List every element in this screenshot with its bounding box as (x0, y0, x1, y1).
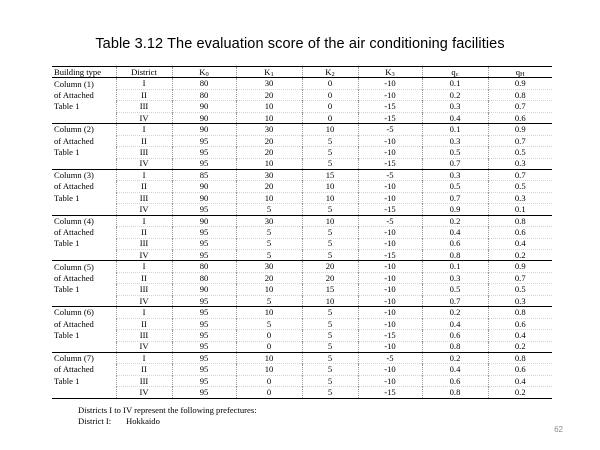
header-qh: $q_H$ (515, 66, 525, 78)
value-cell: 10 (236, 364, 302, 375)
value-cell: 5 (302, 238, 358, 249)
value-cell: 5 (302, 330, 358, 341)
building-type-cell: Column (7) (52, 352, 116, 363)
value-cell: 0.4 (488, 375, 552, 386)
value-cell: 0.8 (422, 387, 488, 398)
district-cell: II (116, 272, 172, 283)
building-type-cell: Table 1 (52, 101, 116, 112)
value-cell: -5 (358, 352, 422, 363)
table-group (52, 215, 552, 261)
value-cell: 95 (172, 204, 236, 215)
value-cell: 0 (236, 375, 302, 386)
value-cell: 10 (236, 352, 302, 363)
table-row (52, 261, 552, 272)
value-cell: 0.6 (488, 364, 552, 375)
value-cell: 0.1 (422, 78, 488, 89)
district-cell: II (116, 89, 172, 100)
district-cell: III (116, 238, 172, 249)
value-cell: 0.3 (488, 158, 552, 169)
building-type-cell: Table 1 (52, 192, 116, 203)
value-cell: 0.2 (422, 89, 488, 100)
building-type-cell: Column (5) (52, 261, 116, 272)
value-cell: 5 (302, 250, 358, 261)
value-cell: 20 (302, 261, 358, 272)
value-cell: -10 (358, 318, 422, 329)
value-cell: 0.5 (488, 284, 552, 295)
value-cell: 0.2 (422, 352, 488, 363)
table-row (52, 147, 552, 158)
value-cell: 0.5 (422, 181, 488, 192)
value-cell: 0.2 (422, 215, 488, 226)
header-district: District (116, 67, 172, 78)
value-cell: 0.4 (488, 330, 552, 341)
value-cell: 10 (236, 112, 302, 123)
building-type-cell (52, 112, 116, 123)
value-cell: 0.3 (422, 135, 488, 146)
value-cell: 95 (172, 295, 236, 306)
value-cell: 0.2 (422, 307, 488, 318)
value-cell: 10 (236, 101, 302, 112)
district-cell: III (116, 330, 172, 341)
value-cell: 0.8 (488, 89, 552, 100)
building-type-cell: of Attached (52, 272, 116, 283)
value-cell: 0.6 (422, 238, 488, 249)
value-cell: 5 (302, 364, 358, 375)
value-cell: 0.7 (514, 169, 526, 180)
value-cell: 10 (236, 307, 302, 318)
value-cell: -5 (358, 124, 422, 135)
value-cell: 0.8 (422, 250, 488, 261)
building-type-cell: of Attached (52, 227, 116, 238)
value-cell: 5 (302, 318, 358, 329)
value-cell: 10 (302, 295, 358, 306)
district-cell: I (116, 352, 172, 363)
table-row (52, 341, 552, 352)
table-row (52, 169, 552, 180)
building-type-cell (52, 204, 116, 215)
value-cell: 5 (302, 227, 358, 238)
value-cell: 0.4 (422, 112, 488, 123)
header-k1: $K_1$ (236, 67, 302, 78)
value-cell: -10 (358, 147, 422, 158)
building-type-cell: of Attached (52, 364, 116, 375)
table-row (52, 204, 552, 215)
building-type-cell: Table 1 (52, 284, 116, 295)
value-cell: 95 (172, 375, 236, 386)
value-cell: 5 (302, 158, 358, 169)
value-cell: 95 (172, 135, 236, 146)
value-cell: 0 (236, 387, 302, 398)
building-type-cell: Table 1 (52, 375, 116, 386)
value-cell: 90 (172, 215, 236, 226)
table-row (52, 295, 552, 306)
building-type-cell: Column (3) (52, 169, 116, 180)
value-cell: 0.7 (488, 101, 552, 112)
district-value: Hokkaido (126, 416, 160, 426)
header-k2: $K_2$ (302, 67, 358, 78)
value-cell: -15 (358, 250, 422, 261)
building-type-cell: Column (4) (52, 215, 116, 226)
table-row (52, 387, 552, 398)
header-building-type: Building type (52, 67, 116, 78)
value-cell: -5 (358, 215, 422, 226)
value-cell: -15 (358, 330, 422, 341)
value-cell: 0.7 (422, 158, 488, 169)
building-type-cell (52, 341, 116, 352)
district-cell: IV (116, 158, 172, 169)
table-header-row (52, 67, 552, 78)
table-row (52, 284, 552, 295)
value-cell: -10 (358, 227, 422, 238)
building-type-cell: of Attached (52, 89, 116, 100)
value-cell: -15 (358, 112, 422, 123)
value-cell: 5 (236, 238, 302, 249)
value-cell: 0.3 (488, 192, 552, 203)
building-type-cell: Table 1 (52, 330, 116, 341)
value-cell: -10 (358, 261, 422, 272)
value-cell: 95 (172, 352, 236, 363)
table-row (52, 250, 552, 261)
value-cell: 0.6 (422, 375, 488, 386)
value-cell: 5 (302, 352, 358, 363)
value-cell: 95 (172, 330, 236, 341)
district-cell: IV (116, 112, 172, 123)
value-cell: 95 (172, 307, 236, 318)
value-cell: -10 (358, 135, 422, 146)
value-cell: 0.4 (422, 318, 488, 329)
value-cell: 0.8 (514, 307, 526, 318)
district-cell: I (116, 307, 172, 318)
value-cell: 0.9 (422, 204, 488, 215)
value-cell: 0 (302, 101, 358, 112)
value-cell: 95 (172, 318, 236, 329)
value-cell: 0.1 (488, 204, 552, 215)
table-row (52, 364, 552, 375)
value-cell: 0.5 (422, 147, 488, 158)
value-cell: -10 (358, 192, 422, 203)
value-cell: 0.5 (488, 147, 552, 158)
district-cell: III (116, 192, 172, 203)
value-cell: 90 (172, 124, 236, 135)
value-cell: 90 (172, 112, 236, 123)
value-cell: 90 (172, 192, 236, 203)
header-k3: $K_3$ (358, 67, 422, 78)
district-cell: II (116, 135, 172, 146)
value-cell: 0.8 (514, 215, 526, 226)
value-cell: 10 (302, 181, 358, 192)
value-cell: 95 (172, 238, 236, 249)
table-group (52, 124, 552, 170)
building-type-cell (52, 250, 116, 261)
table-row (52, 112, 552, 123)
value-cell: 30 (236, 78, 302, 89)
value-cell: 0 (302, 112, 358, 123)
value-cell: -10 (358, 364, 422, 375)
district-cell: III (116, 375, 172, 386)
value-cell: 90 (172, 181, 236, 192)
table-row (52, 330, 552, 341)
value-cell: 0.3 (422, 272, 488, 283)
table-row (52, 78, 552, 89)
value-cell: 0.9 (514, 261, 526, 272)
value-cell: 20 (236, 272, 302, 283)
value-cell: -15 (358, 101, 422, 112)
value-cell: 15 (302, 169, 358, 180)
building-type-cell: of Attached (52, 135, 116, 146)
value-cell: -10 (358, 238, 422, 249)
table-row (52, 215, 552, 226)
value-cell: 0.4 (422, 364, 488, 375)
district-cell: I (116, 169, 172, 180)
building-type-cell (52, 158, 116, 169)
value-cell: -10 (358, 181, 422, 192)
district-cell: II (116, 227, 172, 238)
building-type-cell: Column (1) (52, 78, 116, 89)
district-cell: IV (116, 250, 172, 261)
value-cell: 0.7 (488, 272, 552, 283)
table-group (52, 169, 552, 215)
value-cell: 0.9 (514, 124, 526, 135)
district-cell: IV (116, 204, 172, 215)
value-cell: 0.9 (514, 78, 526, 89)
value-cell: 80 (172, 272, 236, 283)
table-row (52, 124, 552, 135)
table-row (52, 307, 552, 318)
value-cell: -5 (358, 169, 422, 180)
district-cell: III (116, 101, 172, 112)
value-cell: 95 (172, 341, 236, 352)
table-row (52, 227, 552, 238)
value-cell: 0.3 (422, 169, 488, 180)
table-row (52, 318, 552, 329)
district-cell: III (116, 284, 172, 295)
district-cell: I (116, 78, 172, 89)
value-cell: 5 (302, 387, 358, 398)
value-cell: 0.3 (488, 295, 552, 306)
value-cell: 10 (236, 192, 302, 203)
district-cell: II (116, 364, 172, 375)
district-cell: IV (116, 387, 172, 398)
table-row (52, 375, 552, 386)
value-cell: 10 (302, 124, 358, 135)
value-cell: 0.8 (422, 341, 488, 352)
table-row (52, 192, 552, 203)
building-type-cell: Column (2) (52, 124, 116, 135)
value-cell: 0 (236, 341, 302, 352)
value-cell: 0.7 (422, 295, 488, 306)
value-cell: 0.3 (422, 101, 488, 112)
table-row (52, 158, 552, 169)
value-cell: 5 (236, 227, 302, 238)
table-row (52, 135, 552, 146)
district-cell: II (116, 318, 172, 329)
table-row (52, 181, 552, 192)
district-label: District I: (78, 416, 112, 426)
district-cell: I (116, 124, 172, 135)
value-cell: 0 (302, 78, 358, 89)
value-cell: 15 (302, 284, 358, 295)
value-cell: 5 (236, 204, 302, 215)
value-cell: 85 (172, 169, 236, 180)
value-cell: 5 (236, 250, 302, 261)
value-cell: 20 (302, 272, 358, 283)
value-cell: -15 (358, 387, 422, 398)
building-type-cell (52, 387, 116, 398)
value-cell: 0.2 (488, 250, 552, 261)
value-cell: 0.4 (422, 227, 488, 238)
table-row (52, 101, 552, 112)
building-type-cell (52, 295, 116, 306)
value-cell: 0.2 (488, 341, 552, 352)
value-cell: 30 (236, 124, 302, 135)
value-cell: 0.4 (488, 238, 552, 249)
value-cell: 5 (302, 135, 358, 146)
district-cell: II (116, 181, 172, 192)
table-row (52, 272, 552, 283)
value-cell: -10 (358, 295, 422, 306)
value-cell: 95 (172, 227, 236, 238)
value-cell: 5 (302, 375, 358, 386)
value-cell: 80 (172, 261, 236, 272)
building-type-cell: Column (6) (52, 307, 116, 318)
value-cell: -10 (358, 284, 422, 295)
value-cell: -10 (358, 78, 422, 89)
value-cell: 0.2 (488, 387, 552, 398)
value-cell: -10 (358, 341, 422, 352)
district-cell: I (116, 261, 172, 272)
district-cell: I (116, 215, 172, 226)
value-cell: -10 (358, 89, 422, 100)
value-cell: 0.8 (514, 352, 526, 363)
value-cell: 30 (236, 261, 302, 272)
value-cell: 5 (302, 307, 358, 318)
district-cell: IV (116, 341, 172, 352)
value-cell: 30 (236, 169, 302, 180)
slide-title: Table 3.12 The evaluation score of the air conditioning facilities (95, 36, 505, 52)
value-cell: 10 (236, 158, 302, 169)
value-cell: 30 (236, 215, 302, 226)
value-cell: 5 (302, 147, 358, 158)
value-cell: 20 (236, 181, 302, 192)
table-row (52, 352, 552, 363)
page-number: 62 (554, 425, 563, 434)
value-cell: 90 (172, 101, 236, 112)
value-cell: 80 (172, 89, 236, 100)
table-row (52, 238, 552, 249)
building-type-cell: of Attached (52, 318, 116, 329)
table-group (52, 307, 552, 353)
value-cell: 0.5 (488, 181, 552, 192)
building-type-cell: Table 1 (52, 147, 116, 158)
value-cell: 0.7 (422, 192, 488, 203)
value-cell: 0.6 (422, 330, 488, 341)
district-cell: IV (116, 295, 172, 306)
value-cell: 5 (302, 341, 358, 352)
value-cell: 5 (236, 318, 302, 329)
table-group (52, 352, 552, 398)
value-cell: 95 (172, 147, 236, 158)
value-cell: 0.6 (488, 227, 552, 238)
value-cell: 10 (236, 284, 302, 295)
districts-note: Districts I to IV represent the following prefectures: (78, 405, 257, 415)
value-cell: 0.5 (422, 284, 488, 295)
value-cell: 0 (236, 330, 302, 341)
value-cell: 90 (172, 284, 236, 295)
value-cell: 95 (172, 158, 236, 169)
district-definition (78, 416, 160, 426)
value-cell: 0.1 (422, 261, 488, 272)
table-group (52, 261, 552, 307)
value-cell: 95 (172, 387, 236, 398)
value-cell: 80 (172, 78, 236, 89)
value-cell: 0.7 (488, 135, 552, 146)
value-cell: 10 (302, 215, 358, 226)
table-group (52, 78, 552, 124)
value-cell: -15 (358, 204, 422, 215)
value-cell: -10 (358, 272, 422, 283)
district-cell: III (116, 147, 172, 158)
value-cell: 20 (236, 135, 302, 146)
value-cell: -15 (358, 158, 422, 169)
value-cell: 0.6 (488, 318, 552, 329)
value-cell: 0.6 (488, 112, 552, 123)
value-cell: 95 (172, 364, 236, 375)
value-cell: 0.1 (422, 124, 488, 135)
value-cell: 0 (302, 89, 358, 100)
value-cell: 20 (236, 89, 302, 100)
value-cell: 95 (172, 250, 236, 261)
evaluation-score-table (52, 66, 552, 399)
value-cell: -10 (358, 307, 422, 318)
building-type-cell: of Attached (52, 181, 116, 192)
value-cell: 5 (302, 204, 358, 215)
header-qc: $q_c$ (422, 67, 488, 78)
value-cell: 5 (236, 295, 302, 306)
value-cell: 10 (302, 192, 358, 203)
value-cell: -10 (358, 375, 422, 386)
header-k0: $K_0$ (172, 67, 236, 78)
table-row (52, 89, 552, 100)
building-type-cell: Table 1 (52, 238, 116, 249)
value-cell: 20 (236, 147, 302, 158)
